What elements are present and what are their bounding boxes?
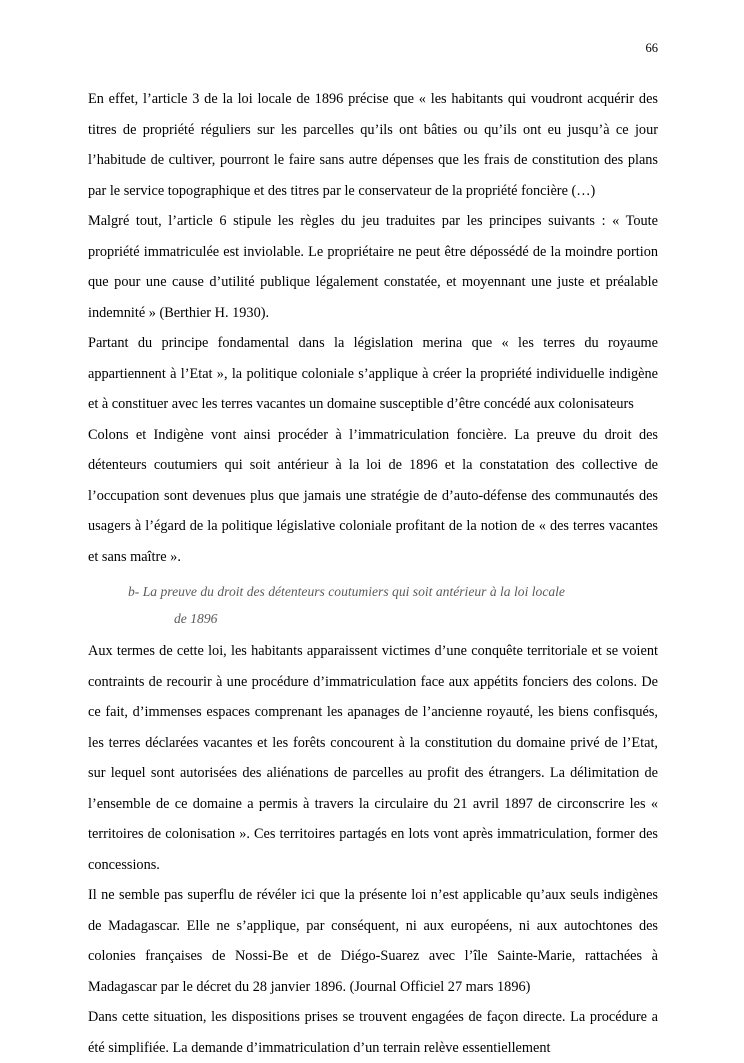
paragraph: Il ne semble pas superflu de révéler ici que la présente loi n’est applicable qu’aux seuls indigènes de Madagascar. Elle ne s’applique, par conséquent, ni aux européens, ni aux autochtones des colonies françaises de Nossi-Be et de Diégo-Suarez avec l’île Sainte-Marie, rattachées à Madagascar par le décret du 28 janvier 1896. (Journal Officiel 27 mars 1896) <box>88 887 658 995</box>
paragraph: En effet, l’article 3 de la loi locale de 1896 précise que « les habitants qui voudront acquérir des titres de propriété réguliers sur les parcelles qu’ils ont bâties ou qu’ils ont eu jusqu’à ce jour l’habitude de cultiver, pourront le faire sans autre dépenses que les frais de constitution des plans par le service topographique et des titres par le conservateur de la propriété foncière (…) <box>88 91 658 199</box>
paragraph: Colons et Indigène vont ainsi procéder à l’immatriculation foncière. La preuve du droit des détenteurs coutumiers qui soit antérieur à la loi de 1896 et la constatation des collective de l’occupation sont devenues plus que jamais une stratégie de d’auto-défense des communautés des usagers à l’égard de la politique législative coloniale profitant de la notion de « des terres vacantes et sans maître ». <box>88 426 658 565</box>
paragraph: Dans cette situation, les dispositions prises se trouvent engagées de façon directe. La procédure a été simplifiée. La demande d’immatriculation d’un terrain relève essentiellement <box>88 1009 658 1056</box>
section-heading-label: b- <box>128 584 140 599</box>
page-content <box>88 84 658 1063</box>
paragraph: Aux termes de cette loi, les habitants apparaissent victimes d’une conquête territoriale et se voient contraints de recourir à une procédure d’immatriculation face aux appétits fonciers des colons. De ce fait, d’immenses espaces comprenant les apanages de l’ancienne royauté, les biens confisqués, les terres déclarées vacantes et les forêts concourent à la constitution du domaine privé de l’Etat, sur lequel sont autorisées des aliénations de parcelles au profit des étrangers. La délimitation de l’ensemble de ce domaine a permis à travers la circulaire du 21 avril 1897 de circonscrire les « territoires de colonisation ». Ces territoires partagés en lots vont après immatriculation, former des concessions. <box>88 643 658 873</box>
section-heading <box>88 578 658 632</box>
section-heading-text-continued: de 1896 <box>174 611 218 626</box>
section-heading-text: La preuve du droit des détenteurs coutumiers qui soit antérieur à la loi locale <box>142 584 565 599</box>
page-number: 66 <box>645 41 658 55</box>
paragraph: Partant du principe fondamental dans la législation merina que « les terres du royaume appartiennent à l’Etat », la politique coloniale s’applique à créer la propriété individuelle indigène et à constituer avec les terres vacantes un domaine susceptible d’être concédé aux colonisateurs <box>88 335 658 412</box>
paragraph: Malgré tout, l’article 6 stipule les règles du jeu traduites par les principes suivants : « Toute propriété immatriculée est inviolable. Le propriétaire ne peut être dépossédé de la moindre portion que pour une cause d’utilité publique légalement constatée, et moyennant une juste et préalable indemnité » (Berthier H. 1930). <box>88 213 658 321</box>
